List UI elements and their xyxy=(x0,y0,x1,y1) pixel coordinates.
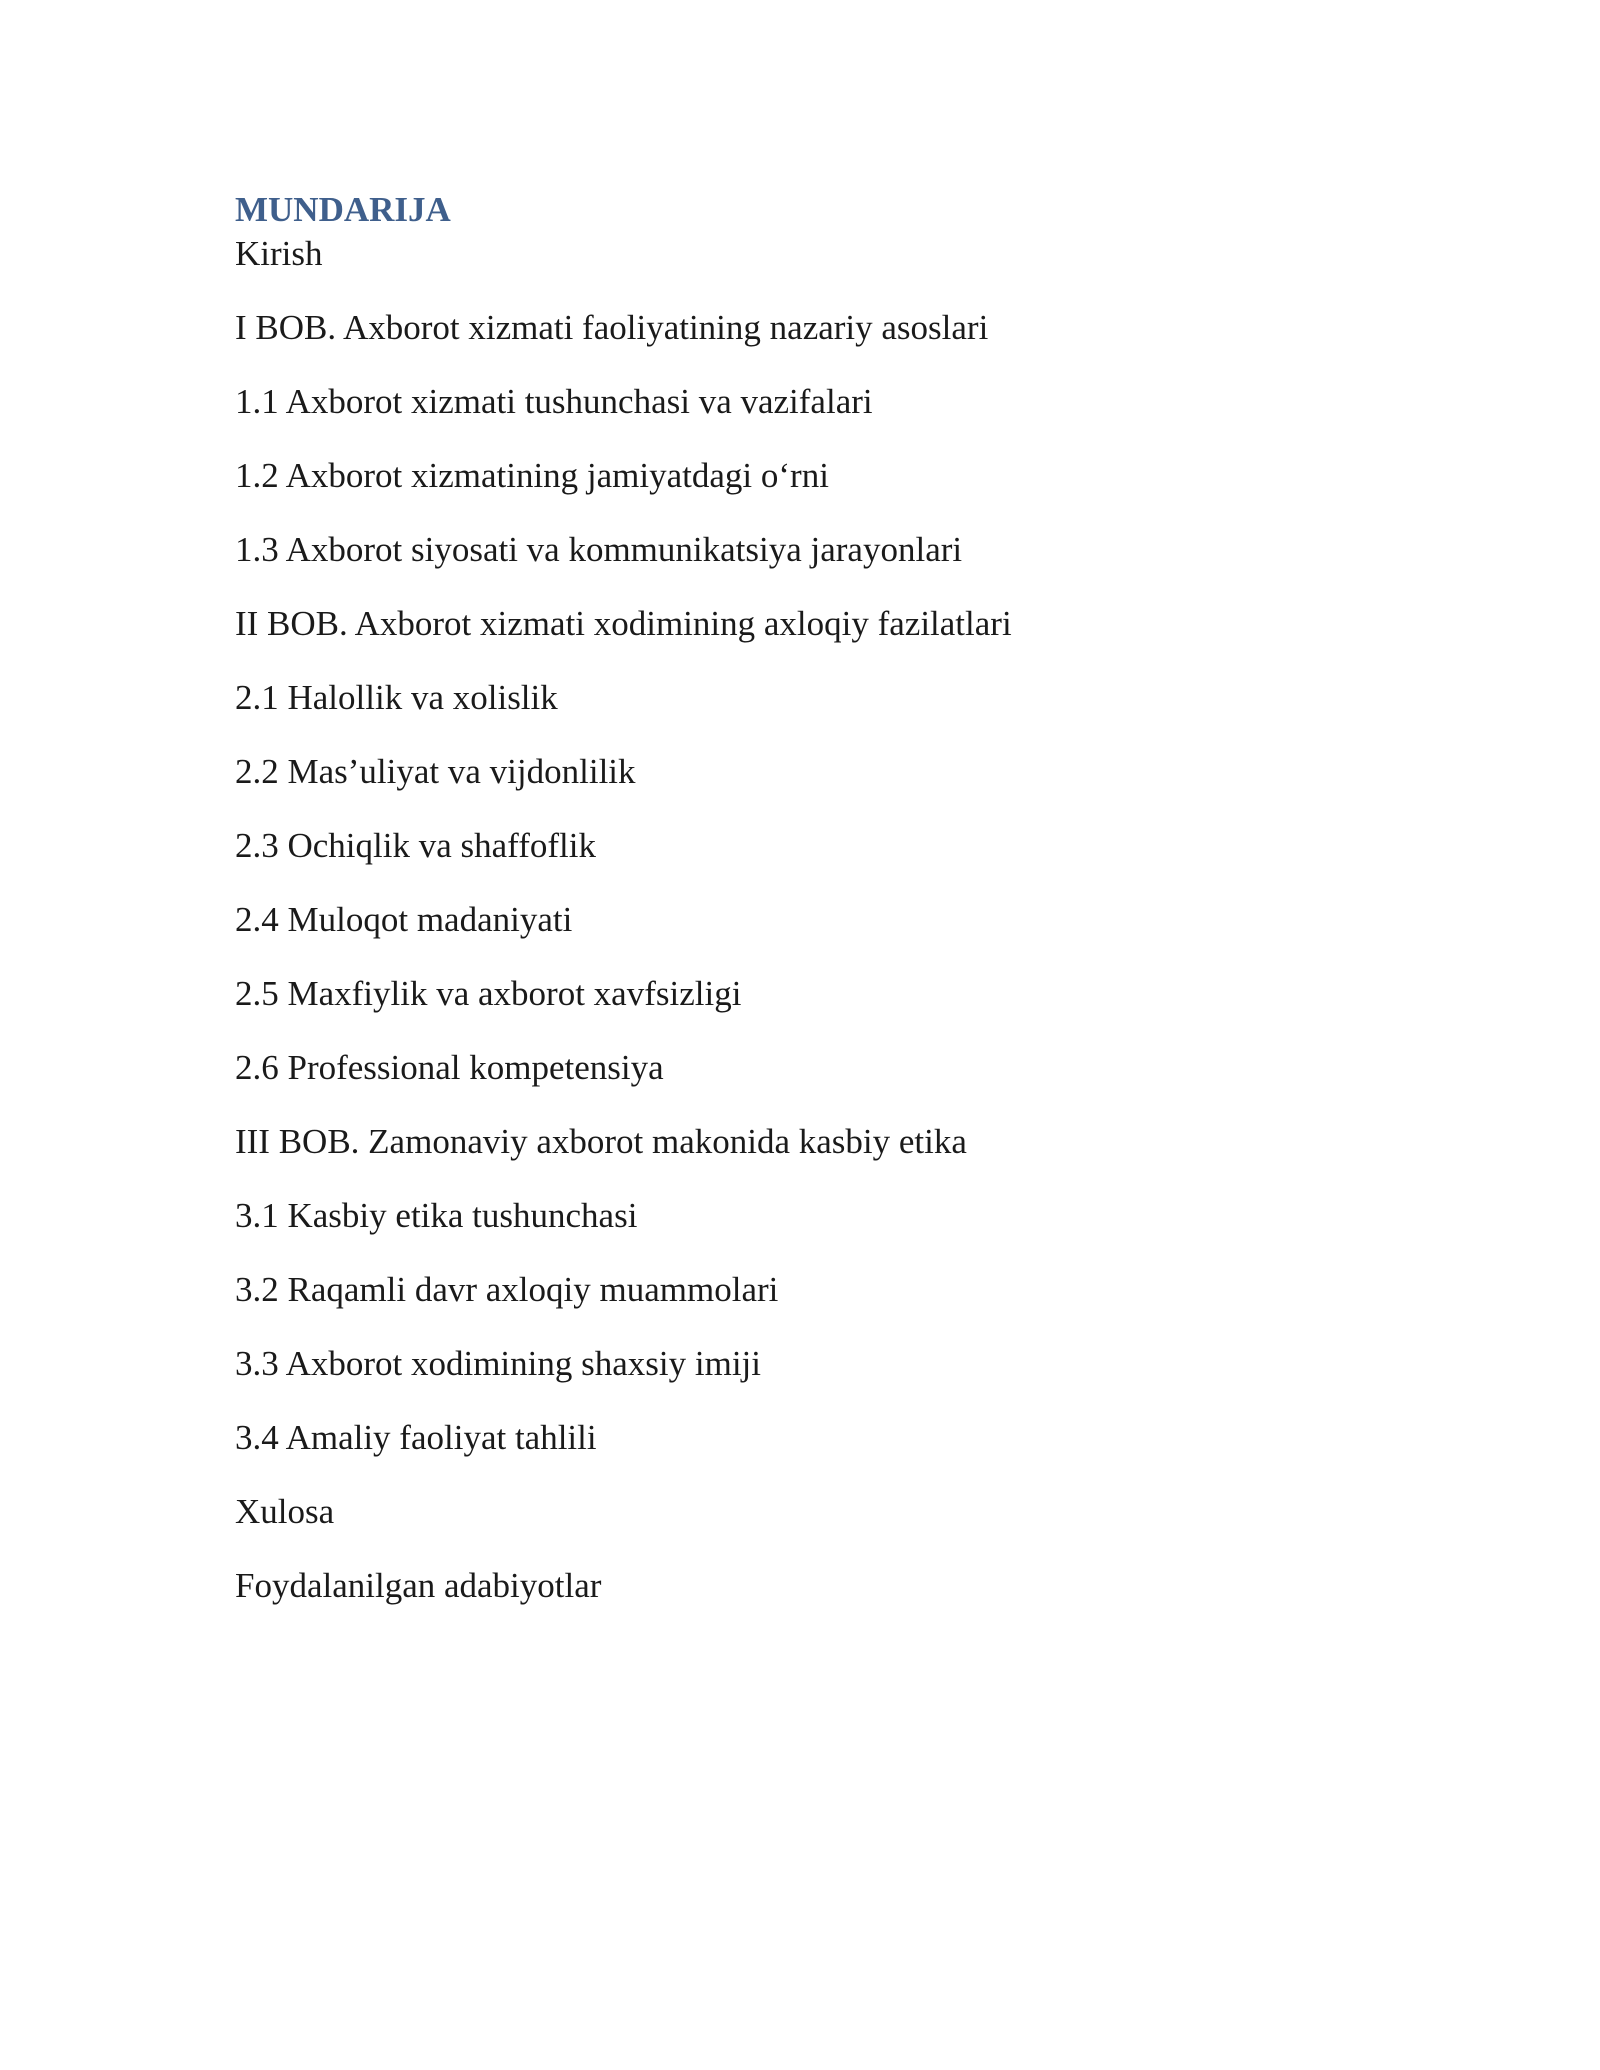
toc-entry-2-3: 2.3 Ochiqlik va shaffoflik xyxy=(235,826,596,865)
toc-entry-xulosa: Xulosa xyxy=(235,1492,335,1531)
toc-entry-chapter-1: I BOB. Axborot xizmati faoliyatining nazariy asoslari xyxy=(235,308,989,347)
toc-entry-chapter-2: II BOB. Axborot xizmati xodimining axloqiy fazilatlari xyxy=(235,604,1012,643)
toc-entry-3-2: 3.2 Raqamli davr axloqiy muammolari xyxy=(235,1270,779,1309)
toc-entry-chapter-3: III BOB. Zamonaviy axborot makonida kasbiy etika xyxy=(235,1122,967,1161)
table-of-contents xyxy=(235,186,1435,1640)
toc-entry-2-4: 2.4 Muloqot madaniyati xyxy=(235,900,573,939)
toc-entry-kirish: Kirish xyxy=(235,234,323,273)
toc-entry-3-1: 3.1 Kasbiy etika tushunchasi xyxy=(235,1196,638,1235)
toc-entry-1-3: 1.3 Axborot siyosati va kommunikatsiya jarayonlari xyxy=(235,530,963,569)
toc-entry-1-2: 1.2 Axborot xizmatining jamiyatdagi o‘rni xyxy=(235,456,829,495)
toc-entry-3-4: 3.4 Amaliy faoliyat tahlili xyxy=(235,1418,597,1457)
toc-entry-2-5: 2.5 Maxfiylik va axborot xavfsizligi xyxy=(235,974,742,1013)
toc-entry-1-1: 1.1 Axborot xizmati tushunchasi va vazifalari xyxy=(235,382,873,421)
toc-entry-bibliography: Foydalanilgan adabiyotlar xyxy=(235,1566,602,1605)
toc-entry-2-1: 2.1 Halollik va xolislik xyxy=(235,678,558,717)
toc-entry-3-3: 3.3 Axborot xodimining shaxsiy imiji xyxy=(235,1344,761,1383)
toc-entry-2-2: 2.2 Mas’uliyat va vijdonlilik xyxy=(235,752,636,791)
toc-entry-2-6: 2.6 Professional kompetensiya xyxy=(235,1048,664,1087)
toc-title: MUNDARIJA xyxy=(235,190,451,229)
toc-list xyxy=(235,234,1435,1640)
